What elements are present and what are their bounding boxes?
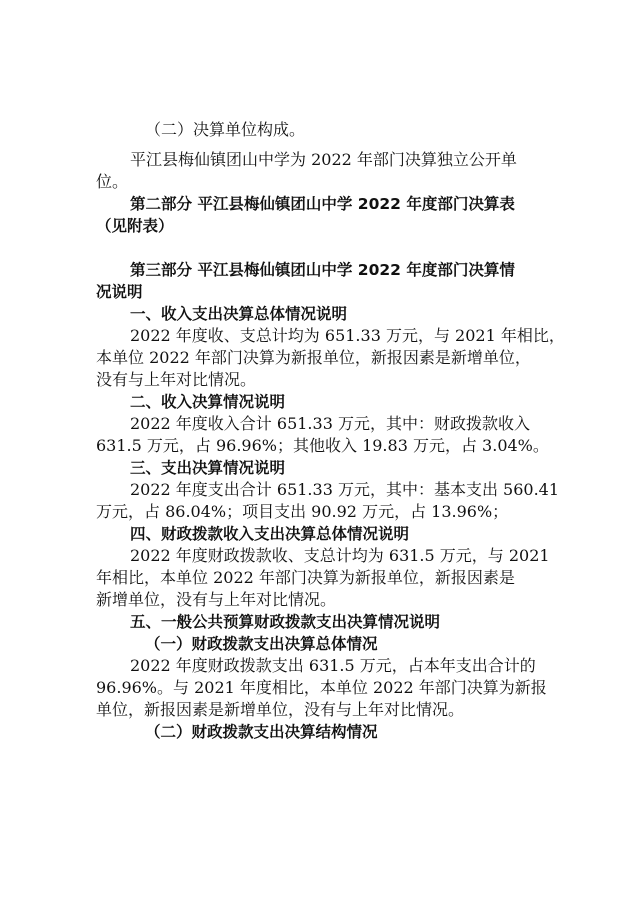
section-heading-5: 五、一般公共预算财政拨款支出决算情况说明	[130, 613, 441, 631]
body-line: 位。	[96, 172, 129, 191]
subsection-heading-5-2: （二）财政拨款支出决算结构情况	[145, 723, 378, 741]
part-two-heading: 第二部分 平江县梅仙镇团山中学 2022 年度部门决算表	[130, 195, 515, 213]
body-line: 2022 年度财政拨款支出 631.5 万元，占本年支出合计的	[130, 656, 536, 675]
body-line: 2022 年度收、支总计均为 651.33 万元，与 2021 年相比，	[130, 326, 565, 345]
body-line: 平江县梅仙镇团山中学为 2022 年部门决算独立公开单	[130, 150, 517, 169]
subsection-heading-5-1: （一）财政拨款支出决算总体情况	[145, 635, 378, 653]
part-three-heading: 第三部分 平江县梅仙镇团山中学 2022 年度部门决算情	[130, 261, 515, 279]
section-heading-3: 三、支出决算情况说明	[130, 459, 286, 477]
part-two-heading-cont: （见附表）	[96, 217, 174, 235]
body-line: 2022 年度财政拨款收、支总计均为 631.5 万元，与 2021	[130, 546, 550, 565]
body-line: 单位，新报因素是新增单位，没有与上年对比情况。	[96, 700, 465, 719]
body-line: 631.5 万元，占 96.96%；其他收入 19.83 万元，占 3.04%。	[96, 436, 549, 455]
body-line: 2022 年度收入合计 651.33 万元，其中：财政拨款收入	[130, 414, 530, 433]
part-three-heading-cont: 况说明	[96, 283, 143, 301]
section-heading-1: 一、收入支出决算总体情况说明	[130, 305, 348, 323]
body-line: 新增单位，没有与上年对比情况。	[96, 590, 337, 609]
body-line: 年相比，本单位 2022 年部门决算为新报单位，新报因素是	[96, 568, 515, 587]
body-line: 2022 年度支出合计 651.33 万元，其中：基本支出 560.41	[130, 480, 560, 499]
body-line: 本单位 2022 年部门决算为新报单位，新报因素是新增单位，	[96, 348, 531, 367]
body-line: 万元，占 86.04%；项目支出 90.92 万元，占 13.96%；	[96, 502, 509, 521]
section-heading-4: 四、财政拨款收入支出决算总体情况说明	[130, 525, 410, 543]
body-line: 没有与上年对比情况。	[96, 370, 257, 389]
body-line: 96.96%。与 2021 年度相比，本单位 2022 年部门决算为新报	[96, 678, 547, 697]
section-heading-unit-composition: （二）决算单位构成。	[145, 120, 306, 139]
section-heading-2: 二、收入决算情况说明	[130, 393, 286, 411]
